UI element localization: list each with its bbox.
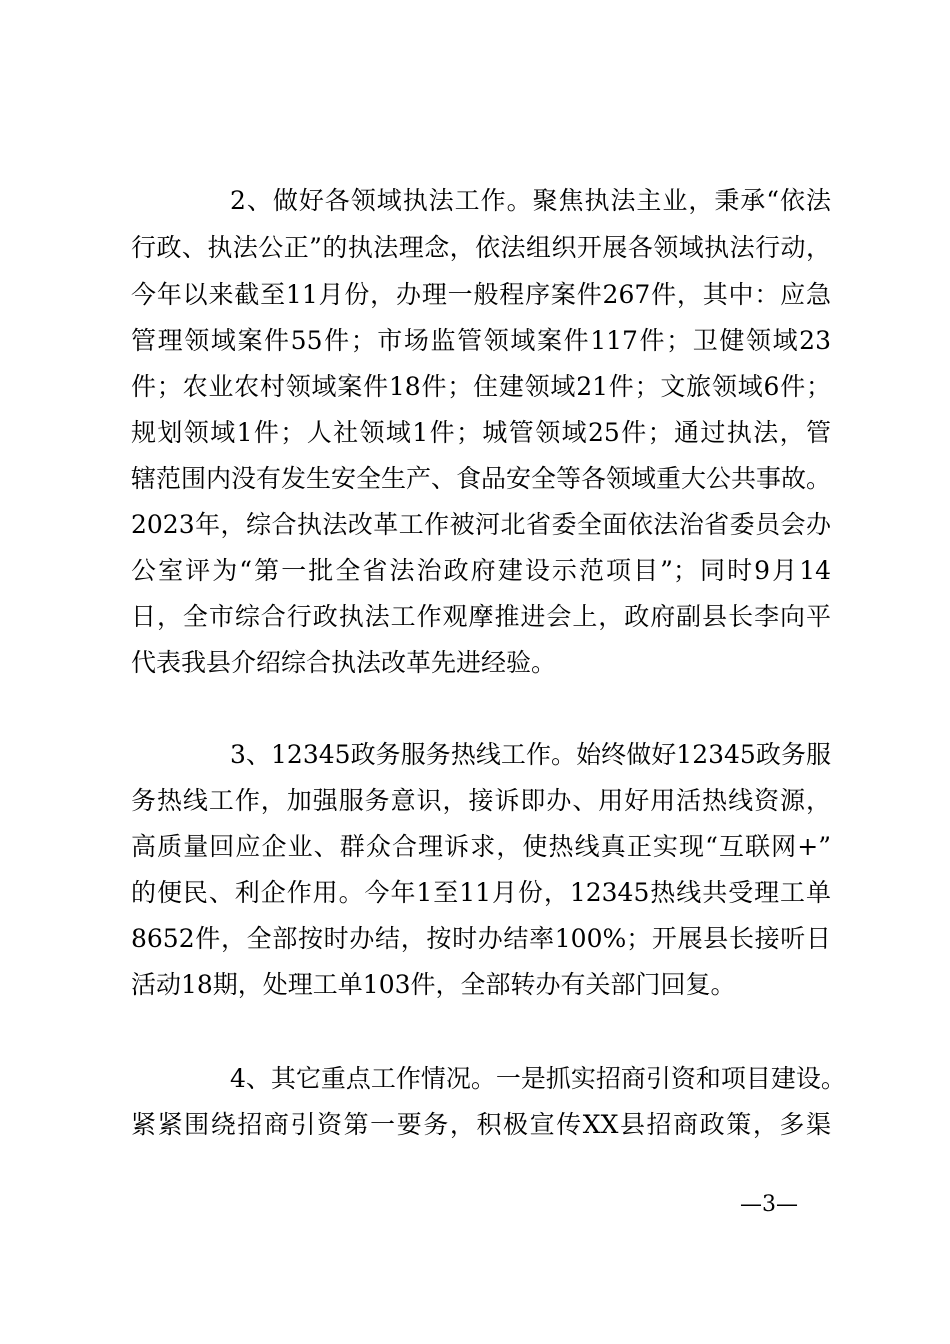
paragraph-line: 日，全市综合行政执法工作观摩推进会上，政府副县长李向平 — [131, 602, 831, 631]
paragraph-line: 的便民、利企作用。今年1至11月份，12345热线共受理工单 — [131, 878, 831, 907]
paragraph-line: 8652件，全部按时办结，按时办结率100%；开展县长接听日 — [131, 924, 831, 953]
paragraph-line: 3、12345政务服务热线工作。始终做好12345政务服 — [230, 740, 831, 769]
page-number: —3— — [740, 1192, 798, 1217]
paragraph-line: 紧紧围绕招商引资第一要务，积极宣传XX县招商政策，多渠 — [131, 1110, 831, 1139]
paragraph-line: 代表我县介绍综合执法改革先进经验。 — [131, 648, 557, 677]
paragraph-line: 4、其它重点工作情况。一是抓实招商引资和项目建设。 — [230, 1064, 846, 1093]
paragraph-line: 今年以来截至11月份，办理一般程序案件267件，其中：应急 — [131, 280, 831, 309]
paragraph-line: 管理领域案件55件；市场监管领域案件117件；卫健领域23 — [131, 326, 831, 355]
paragraph-line: 务热线工作，加强服务意识，接诉即办、用好用活热线资源， — [131, 786, 831, 815]
paragraph-line: 公室评为“第一批全省法治政府建设示范项目”；同时9月14 — [131, 556, 831, 585]
paragraph-line: 活动18期，处理工单103件，全部转办有关部门回复。 — [131, 970, 736, 999]
paragraph-line: 高质量回应企业、群众合理诉求，使热线真正实现“互联网+” — [131, 832, 831, 861]
paragraph-line: 2023年，综合执法改革工作被河北省委全面依法治省委员会办 — [131, 510, 831, 539]
paragraph-line: 规划领域1件；人社领域1件；城管领域25件；通过执法，管 — [131, 418, 831, 447]
paragraph-line: 行政、执法公正”的执法理念，依法组织开展各领域执法行动， — [131, 233, 831, 262]
paragraph-line: 件；农业农村领域案件18件；住建领域21件；文旅领域6件； — [131, 372, 831, 401]
paragraph-line: 辖范围内没有发生安全生产、食品安全等各领域重大公共事故。 — [131, 464, 832, 493]
paragraph-line: 2、做好各领域执法工作。聚焦执法主业，秉承“依法 — [230, 186, 831, 215]
